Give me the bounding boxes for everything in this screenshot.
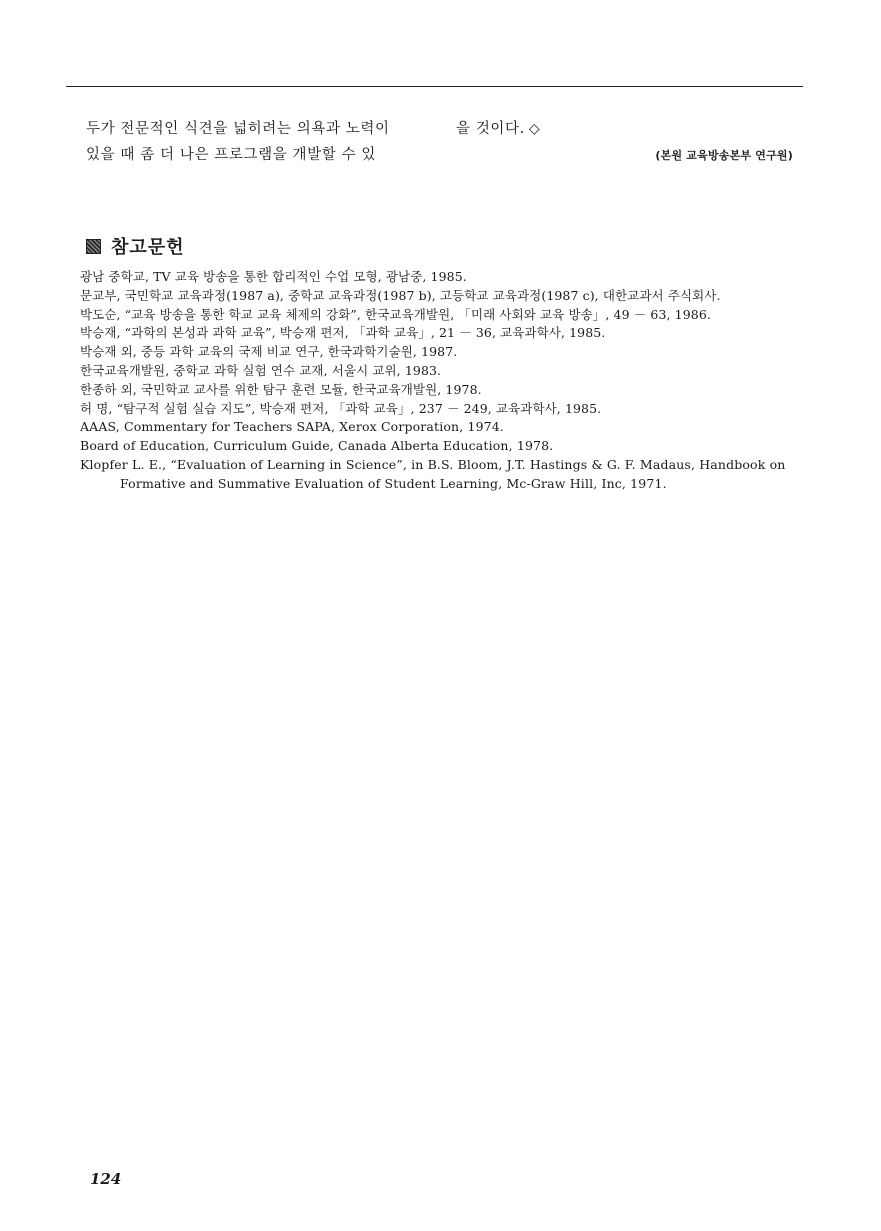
reference-item: 문교부, 국민학교 교육과정(1987 a), 중학교 교육과정(1987 b), 고등학교 교육과정(1987 c), 대한교과서 주식회사.	[80, 287, 721, 303]
reference-item: 한종하 외, 국민학교 교사를 위한 탐구 훈련 모듈, 한국교육개발원, 1978.	[80, 381, 482, 397]
body-line-1: 두가 전문적인 식견을 넓히려는 의욕과 노력이	[86, 121, 390, 137]
references-heading	[86, 233, 185, 259]
body-text-left-column	[86, 116, 466, 168]
body-text-right-column	[456, 116, 796, 142]
hatched-square-icon	[86, 239, 101, 254]
body-line-continuation: 을 것이다.	[456, 121, 525, 137]
reference-item: 박도순, “교육 방송을 통한 학교 교육 체제의 강화”, 한국교육개발원, 「미래 사회와 교육 방송」, 49 － 63, 1986.	[80, 306, 711, 322]
reference-item: Board of Education, Curriculum Guide, Canada Alberta Education, 1978.	[80, 438, 554, 454]
end-mark-icon: ◇	[528, 121, 541, 137]
body-line-2: 있을 때 좀 더 나은 프로그램을 개발할 수 있	[86, 147, 376, 163]
reference-item: 박승재 외, 중등 과학 교육의 국제 비교 연구, 한국과학기술원, 1987.	[80, 344, 458, 360]
reference-item: 한국교육개발원, 중학교 과학 실험 연수 교재, 서울시 교위, 1983.	[80, 362, 442, 378]
reference-item: 허 명, “탐구적 실험 실습 지도”, 박승재 편저, 「과학 교육」, 237 － 249, 교육과학사, 1985.	[80, 400, 602, 416]
author-affiliation: (본원 교육방송본부 연구원)	[655, 149, 793, 162]
reference-item: AAAS, Commentary for Teachers SAPA, Xerox Corporation, 1974.	[80, 419, 505, 435]
top-rule	[66, 86, 803, 87]
reference-item: Klopfer L. E., “Evaluation of Learning in Science”, in B.S. Bloom, J.T. Hastings & G. F. Madaus, Handbook on Formative and Summative Evaluation of Student Learning, Mc-Graw Hill, Inc, 1971.	[80, 456, 786, 491]
reference-list	[80, 268, 808, 494]
reference-item: 박승재, “과학의 본성과 과학 교육”, 박승재 편저, 「과학 교육」, 21 － 36, 교육과학사, 1985.	[80, 325, 606, 341]
references-heading-text: 참고문헌	[111, 237, 185, 258]
reference-item: 광남 중학교, TV 교육 방송을 통한 합리적인 수업 모형, 광남중, 1985.	[80, 269, 467, 284]
page-number: 124	[90, 1170, 122, 1188]
